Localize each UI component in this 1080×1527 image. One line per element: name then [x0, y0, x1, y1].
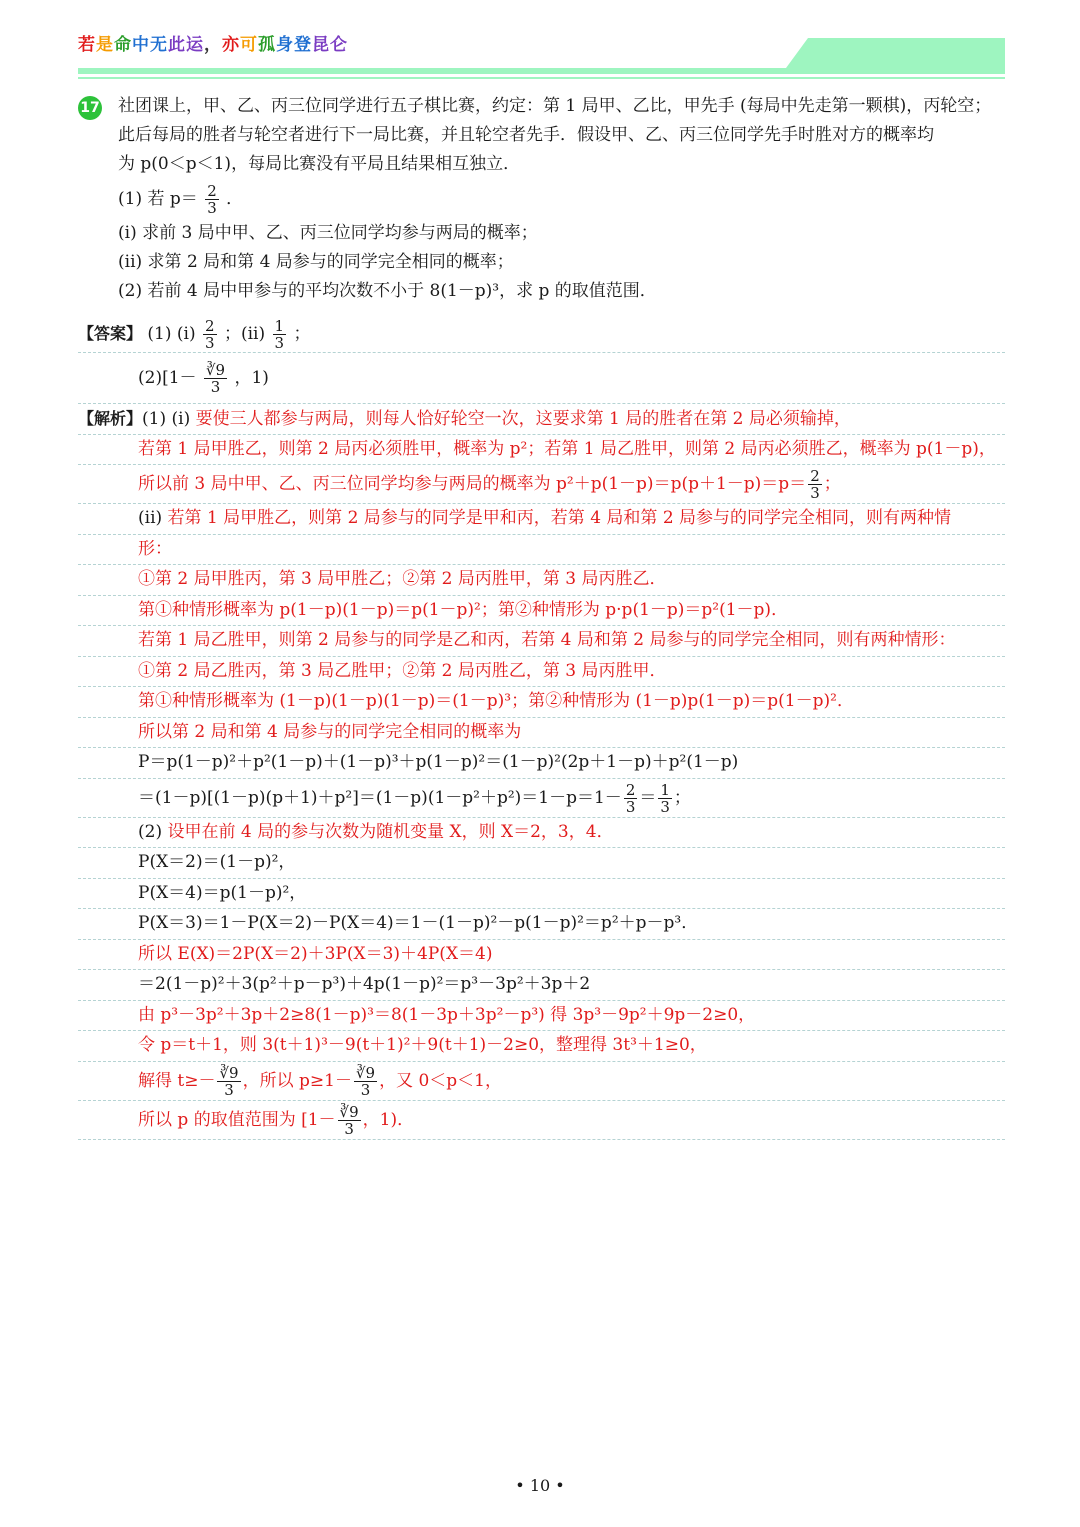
analysis-line: [78, 1062, 1005, 1101]
solution-text: ①第 2 局乙胜丙，第 3 局乙胜甲；②第 2 局丙胜乙，第 3 局丙胜甲．: [138, 660, 667, 681]
analysis-line: [78, 626, 1005, 657]
solution-text: 要使三人都参与两局，则每人恰好轮空一次，这要求第 1 局的胜者在第 2 局必须输掉，: [195, 409, 851, 429]
question-block: [78, 92, 1005, 306]
solution-text: 所以 E(X)＝2P(X＝2)＋3P(X＝3)＋4P(X＝4): [138, 943, 493, 964]
question-parts: [118, 179, 1005, 306]
answer-label: 【答案】: [78, 324, 143, 343]
solution-text: 设甲在前 4 局的参与次数为随机变量 X，则 X＝2，3，4．: [167, 821, 614, 842]
slogan-char: 身: [276, 35, 294, 55]
fraction: $\frac{∛9}{3}$: [339, 1102, 359, 1138]
slogan-char: 可: [240, 35, 258, 55]
part-1-ii: (ii) 求第 2 局和第 4 局参与的同学完全相同的概率；: [118, 252, 514, 272]
slogan-char: 登: [294, 35, 312, 55]
formula-text: P(X＝2)＝(1－p)²，: [138, 852, 296, 872]
answer-block: [78, 316, 1005, 404]
page-number: • 10 •: [515, 1476, 565, 1495]
formula-text: ＝(1－p)[(1－p)(p＋1)＋p²]＝(1－p)(1－p²＋p²)＝1－p＝1－: [138, 787, 622, 808]
slogan-char: 亦: [222, 35, 240, 55]
fraction: $\frac{∛9}{3}$: [219, 1063, 239, 1099]
formula-text: ＝2(1－p)²＋3(p²＋p－p³)＋4p(1－p)²＝p³－3p²＋3p＋2: [138, 974, 591, 994]
stem-line-2: 此后每局的胜者与轮空者进行下一局比赛，并且轮空者先手．假设甲、乙、丙三位同学先手时胜对方的概率均: [118, 125, 934, 145]
solution-text: 若第 1 局乙胜甲，则第 2 局参与的同学是乙和丙，若第 4 局和第 2 局参与的同学完全相同，则有两种情形：: [138, 630, 956, 650]
analysis-line: [78, 657, 1005, 688]
analysis-label: 【解析】: [78, 409, 143, 428]
analysis-line: [78, 970, 1005, 1001]
analysis-line: [78, 848, 1005, 879]
solution-text: 令 p＝t＋1，则 3(t＋1)³－9(t＋1)²＋9(t＋1)－2≥0，整理得 3t³＋1≥0，: [138, 1035, 707, 1055]
fraction: $\frac{2}{3}$: [810, 467, 820, 502]
part-1: (1) 若 p＝ $\frac{2}{3}$ ．: [118, 182, 244, 217]
solution-text: 若第 1 局甲胜乙，则第 2 局丙必须胜甲，概率为 p²；若第 1 局乙胜甲，则第 2 局丙必须胜乙，概率为 p(1－p)，: [138, 438, 996, 459]
solution-text: 解得 t≥－: [138, 1070, 216, 1091]
solution-text: 第①种情形概率为 (1－p)(1－p)(1－p)＝(1－p)³；第②种情形为 (1－p)p(1－p)＝p(1－p)²．: [138, 691, 854, 711]
analysis-line: [78, 1031, 1005, 1062]
analysis-line: [78, 535, 1005, 566]
solution-text: 第①种情形概率为 p(1－p)(1－p)＝p(1－p)²；第②种情形为 p·p(1－p)＝p²(1－p)．: [138, 599, 789, 620]
text: ，又 0＜p＜1，: [379, 1070, 502, 1091]
slogan-char: 昆: [312, 35, 330, 55]
analysis-block: [78, 404, 1005, 1140]
line-prefix: (2): [138, 821, 168, 842]
analysis-line: [78, 748, 1005, 779]
question-number-badge: 17: [78, 96, 102, 120]
slogan-char: 无: [150, 35, 168, 55]
analysis-line: [78, 779, 1005, 818]
fraction: $\frac{2}{3}$: [625, 780, 636, 816]
analysis-line: [78, 404, 1005, 435]
solution-text: 由 p³－3p²＋3p＋2≥8(1－p)³＝8(1－3p＋3p²－p³) 得 3p³－9p²＋9p－2≥0，: [138, 1004, 756, 1025]
analysis-line: [78, 565, 1005, 596]
header-rule-thin: [78, 77, 1005, 79]
slogan-char: 中: [132, 35, 150, 55]
solution-text: 所以前 3 局中甲、乙、丙三位同学均参与两局的概率为 p²＋p(1－p)＝p(p＋1－p)＝p＝: [138, 474, 807, 494]
solution-text: ①第 2 局甲胜丙，第 3 局甲胜乙；②第 2 局丙胜甲，第 3 局丙胜乙．: [138, 569, 667, 589]
text: ，所以 p≥1－: [242, 1070, 352, 1091]
line-prefix: (1) (i): [142, 409, 196, 429]
answer-line-1: 【答案】 (1) (i) $\frac{2}{3}$ ；(ii) $\frac{1}{3}$ ；: [78, 316, 1005, 353]
slogan-char: 孤: [258, 35, 276, 55]
analysis-line: [78, 818, 1005, 849]
part-2: (2) 若前 4 局中甲参与的平均次数不小于 8(1－p)³，求 p 的取值范围．: [118, 281, 657, 301]
formula-text: P(X＝3)＝1－P(X＝2)－P(X＝4)＝1－(1－p)²－p(1－p)²＝p²＋p－p³．: [138, 913, 699, 933]
solution-text: 若第 1 局甲胜乙，则第 2 局参与的同学是甲和丙，若第 4 局和第 2 局参与的同学完全相同，则有两种情: [167, 508, 952, 528]
header-tab-shape: [786, 38, 1005, 68]
fraction: $\frac{2}{3}$: [205, 317, 215, 352]
analysis-line: [78, 909, 1005, 940]
question-stem: [118, 92, 1005, 179]
fraction: $\frac{∛9}{3}$: [205, 361, 226, 396]
analysis-line: [78, 1001, 1005, 1032]
slogan-char: 仑: [330, 35, 348, 55]
text: ；: [673, 787, 691, 808]
fraction: $\frac{∛9}{3}$: [355, 1063, 376, 1099]
fraction: $\frac{1}{3}$: [274, 317, 285, 352]
slogan-char: 命: [114, 35, 132, 55]
analysis-line: [78, 879, 1005, 910]
analysis-line: [78, 718, 1005, 749]
text: ，1)．: [362, 1109, 415, 1130]
text: ；: [823, 474, 841, 494]
answer-line-2: (2)[1－ $\frac{∛9}{3}$ ，1): [78, 353, 1005, 404]
slogan-char: 运: [186, 35, 204, 55]
slogan-char: ，: [204, 35, 222, 55]
fraction: $\frac{1}{3}$: [660, 780, 670, 816]
analysis-line: [78, 1101, 1005, 1140]
stem-line-1: 社团课上，甲、乙、丙三位同学进行五子棋比赛，约定：第 1 局甲、乙比，甲先手 (每局中先走第一颗棋)，丙轮空；: [118, 96, 992, 116]
analysis-line: [78, 596, 1005, 627]
fraction: $\frac{2}{3}$: [207, 182, 217, 217]
analysis-line: [78, 504, 1005, 535]
slogan-char: 若: [78, 35, 96, 55]
header-slogan: [78, 30, 348, 55]
text: ＝: [639, 787, 657, 808]
header-rule: [78, 68, 1005, 74]
slogan-char: 此: [168, 35, 186, 55]
analysis-line: [78, 465, 1005, 504]
formula-text: P(X＝4)＝p(1－p)²，: [138, 882, 307, 903]
part-1-i: (i) 求前 3 局中甲、乙、丙三位同学均参与两局的概率；: [118, 223, 538, 243]
solution-text: 所以第 2 局和第 4 局参与的同学完全相同的概率为: [138, 721, 522, 742]
formula-text: P＝p(1－p)²＋p²(1－p)＋(1－p)³＋p(1－p)²＝(1－p)²(2p＋1－p)＋p²(1－p): [138, 752, 739, 772]
analysis-line: [78, 687, 1005, 718]
solution-text: 形：: [138, 538, 172, 559]
solution-text: 所以 p 的取值范围为 [1－: [138, 1109, 336, 1130]
analysis-line: [78, 435, 1005, 466]
line-prefix: (ii): [138, 508, 168, 528]
stem-line-3: 为 p(0＜p＜1)，每局比赛没有平局且结果相互独立．: [118, 154, 521, 174]
page-header: [78, 28, 1005, 82]
slogan-char: 是: [96, 35, 114, 55]
analysis-line: [78, 940, 1005, 971]
